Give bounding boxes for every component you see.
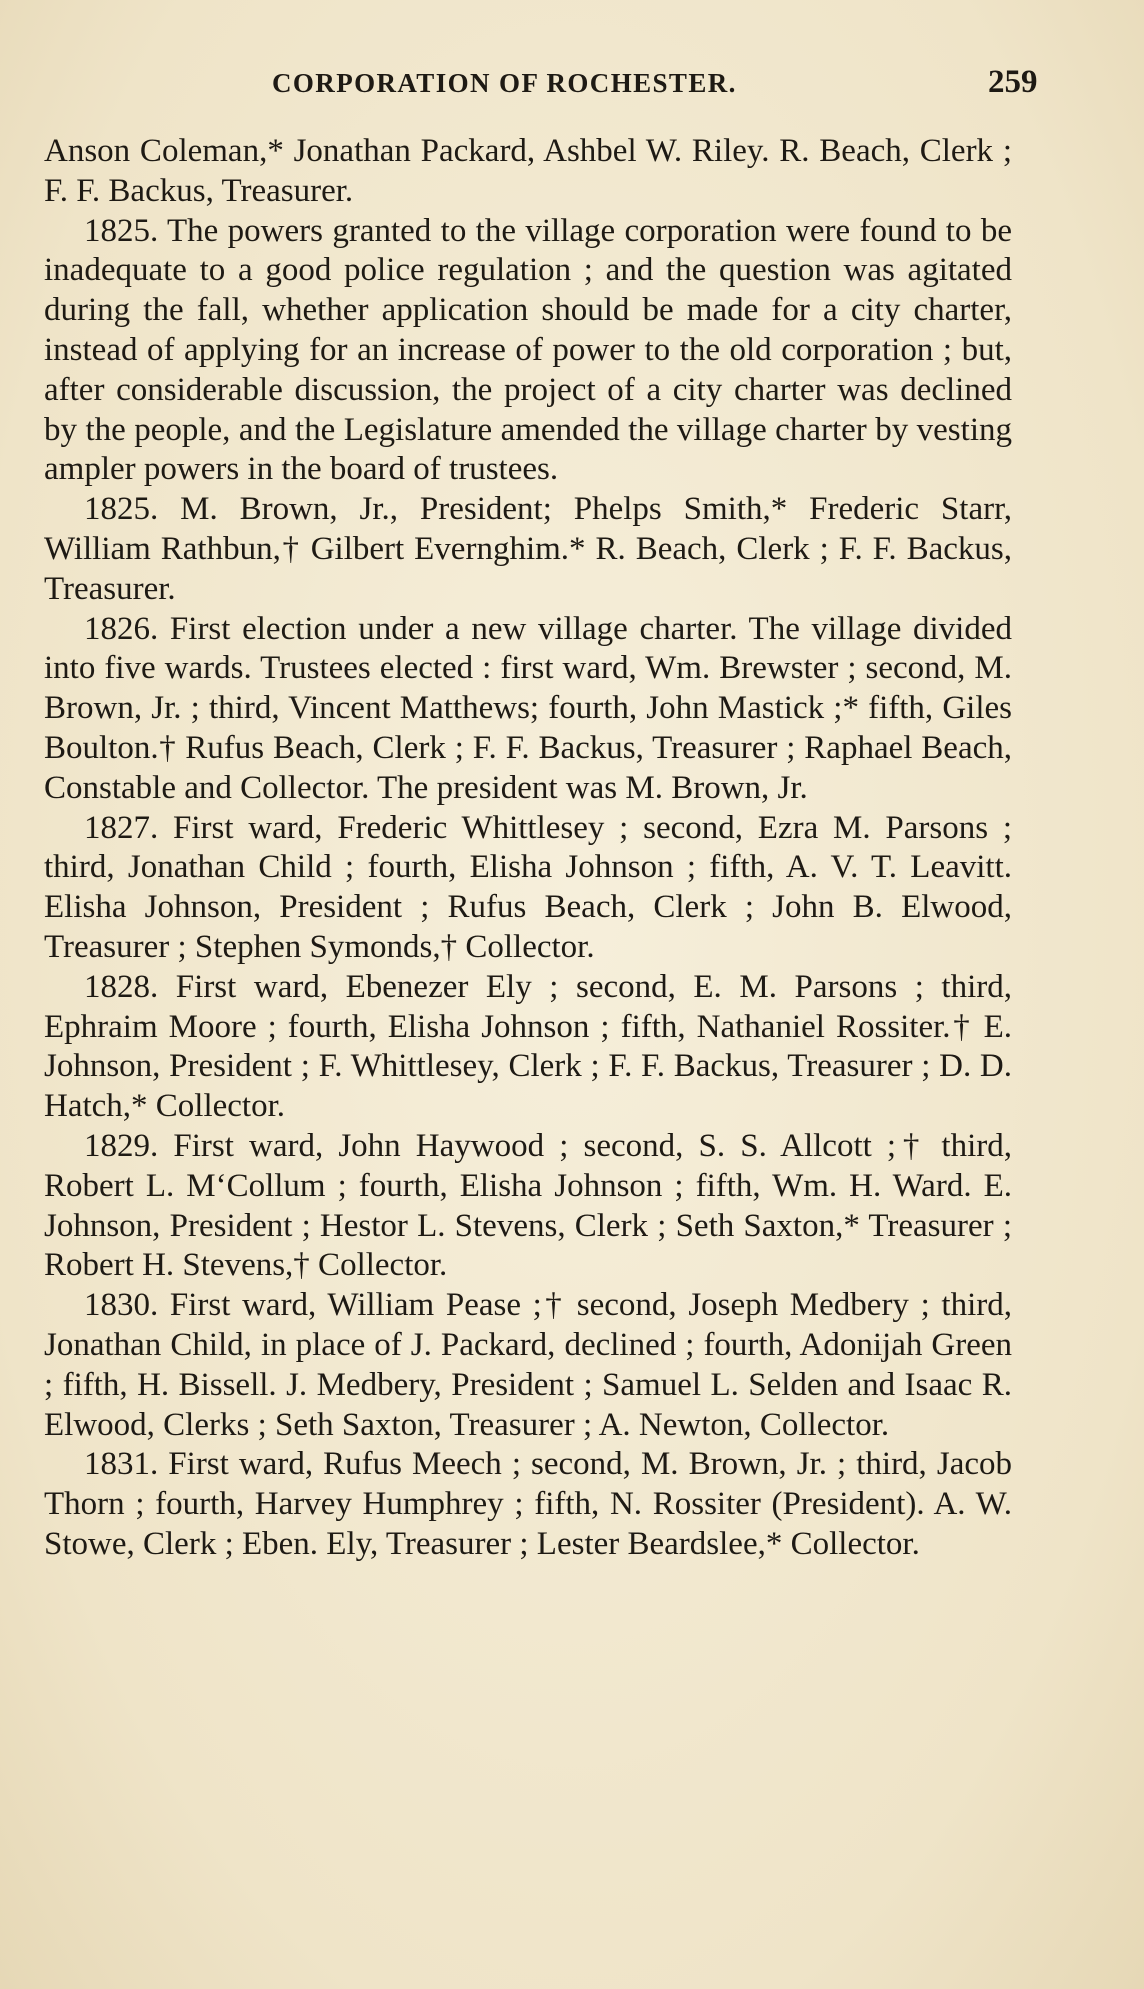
paragraph-1825-charter-question: 1825. The powers granted to the village corporation were found to be inadequate to a good police regulation ; and the question was agitated during the fall, whether application should be made for a city charter, instead of applying for an increase of power to the old corporation ; but, after considerable discussion, the project of a city charter was declined by the people, and the Legislature amended the village charter by vesting ampler powers in the board of trustees. [44, 212, 1012, 488]
page-number: 259 [988, 64, 1038, 100]
paragraph-1826: 1826. First election under a new village charter. The village divided into five wards. Trustees elected : first ward, Wm. Brewster ; second, M. Brown, Jr. ; third, Vincent Matthews; fourth, John Mastick ;* fifth, Giles Boulton.† Rufus Beach, Clerk ; F. F. Backus, Treasurer ; Raphael Beach, Constable and Collector. The president was M. Brown, Jr. [44, 610, 1012, 806]
paragraph-1831: 1831. First ward, Rufus Meech ; second, M. Brown, Jr. ; third, Jacob Thorn ; fourth, Harvey Humphrey ; fifth, N. Rossiter (President). A. W. Stowe, Clerk ; Eben. Ely, Treasurer ; Lester Beardslee,* Collector. [44, 1446, 1012, 1562]
paragraph-1825-officers: 1825. M. Brown, Jr., President; Phelps Smith,* Frederic Starr, William Rathbun,† Gilbert Evernghim.* R. Beach, Clerk ; F. F. Backus, Treasurer. [44, 491, 1012, 607]
running-head-title: CORPORATION OF ROCHESTER. [272, 68, 737, 98]
paragraph-1827: 1827. First ward, Frederic Whittlesey ; second, Ezra M. Parsons ; third, Jonathan Child ; fourth, Elisha Johnson ; fifth, A. V. T. Leavitt. Elisha Johnson, President ; Rufus Beach, Clerk ; John B. Elwood, Treasurer ; Stephen Symonds,† Collector. [44, 809, 1012, 965]
paragraph-1828: 1828. First ward, Ebenezer Ely ; second, E. M. Parsons ; third, Ephraim Moore ; fourth, Elisha Johnson ; fifth, Nathaniel Rossiter.† E. Johnson, President ; F. Whittlesey, Clerk ; F. F. Backus, Treasurer ; D. D. Hatch,* Collector. [44, 968, 1012, 1125]
running-head [0, 64, 1144, 114]
body-text [44, 132, 1012, 1565]
paragraph-1830: 1830. First ward, William Pease ;† second, Joseph Medbery ; third, Jonathan Child, in place of J. Packard, declined ; fourth, Adonijah Green ; fifth, H. Bissell. J. Medbery, President ; Samuel L. Selden and Isaac R. Elwood, Clerks ; Seth Saxton, Treasurer ; A. Newton, Collector. [44, 1287, 1012, 1443]
paragraph-1829: 1829. First ward, John Haywood ; second, S. S. Allcott ;† third, Robert L. M‘Collum ; fourth, Elisha Johnson ; fifth, Wm. H. Ward. E. Johnson, President ; Hestor L. Stevens, Clerk ; Seth Saxton,* Treasurer ; Robert H. Stevens,† Collector. [44, 1127, 1012, 1284]
paragraph-trustees-1824-continued: Anson Coleman,* Jonathan Packard, Ashbel W. Riley. R. Beach, Clerk ; F. F. Backus, Treasurer. [44, 133, 1012, 209]
